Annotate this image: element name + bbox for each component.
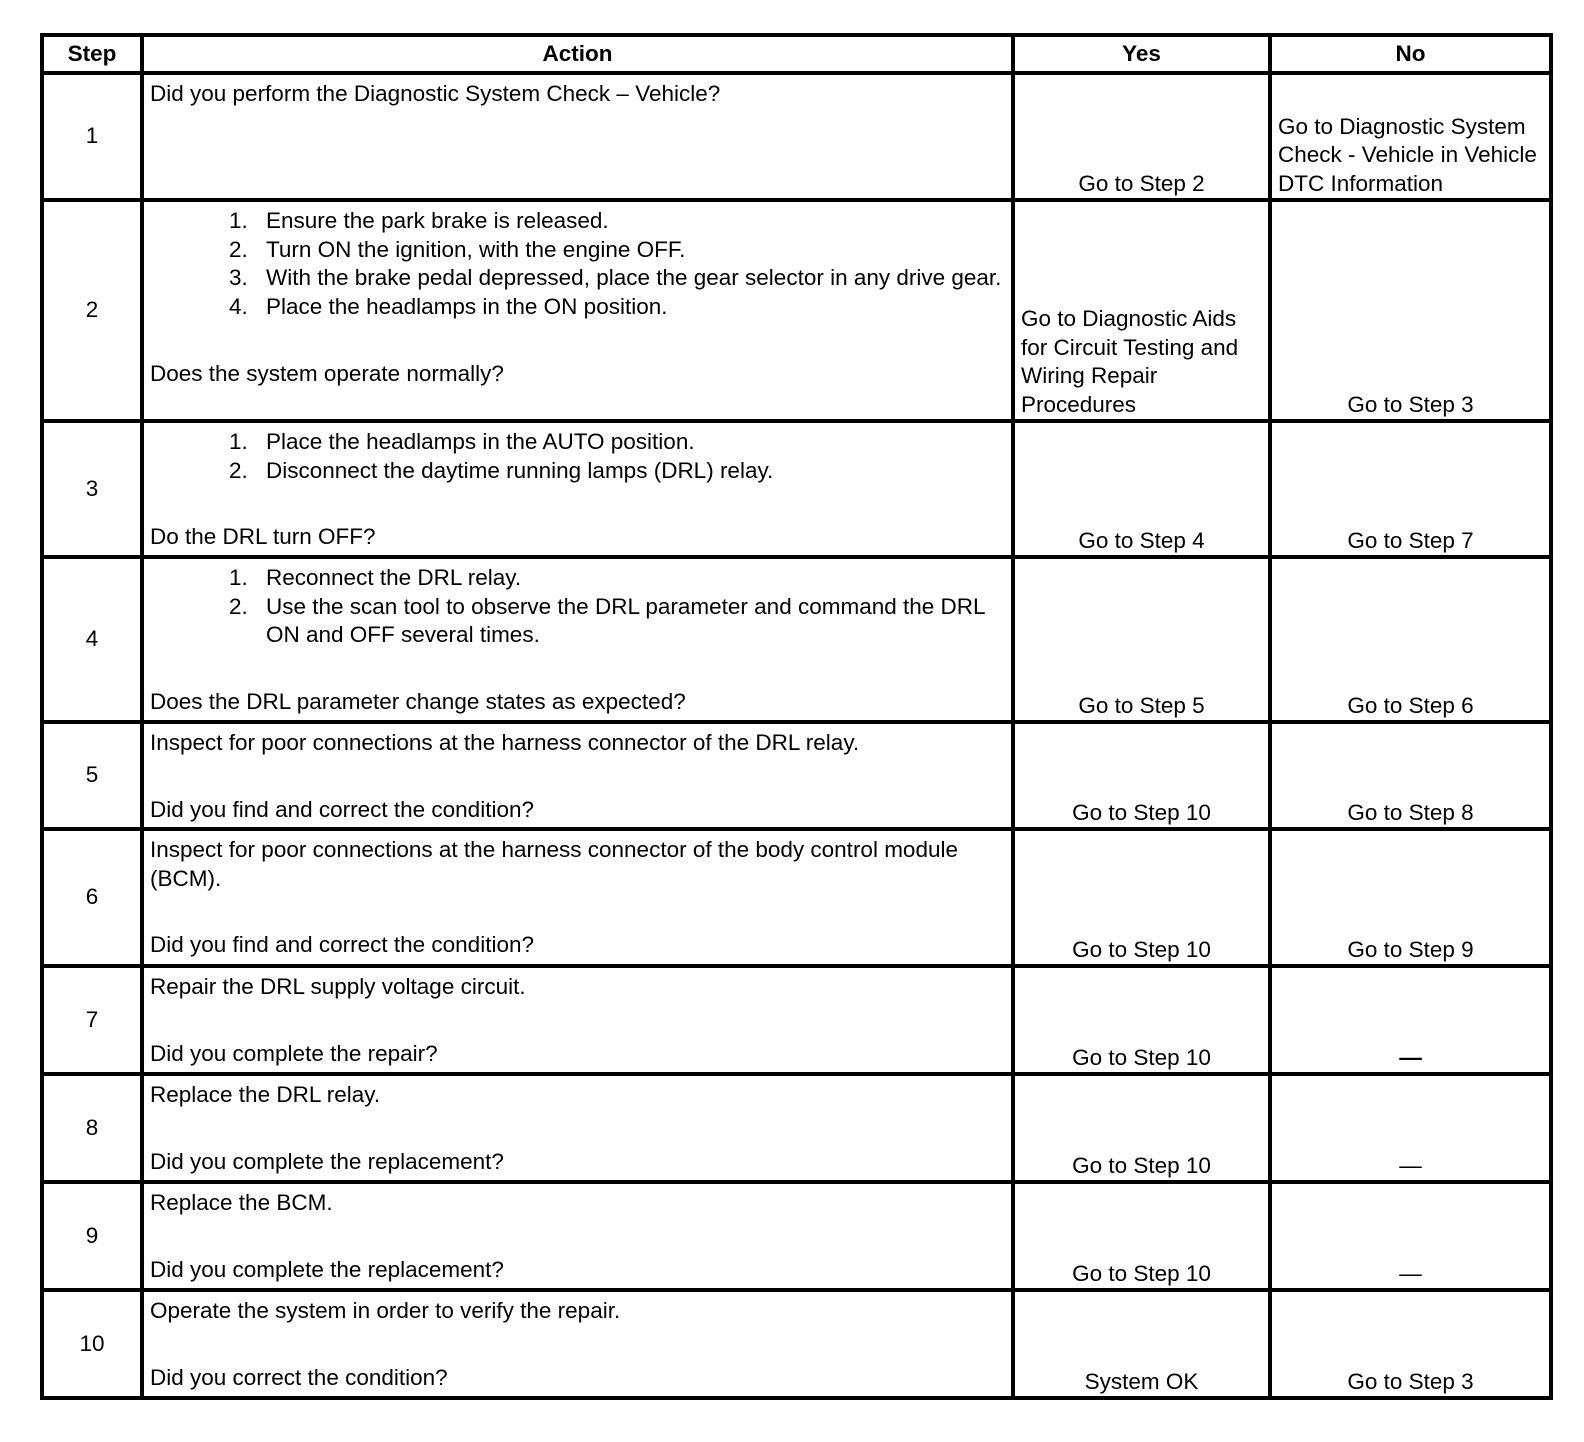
action-step-item: 2. Turn ON the ignition, with the engine OFF. (254, 236, 1005, 265)
action-cell (142, 1182, 1013, 1290)
table-row (42, 1290, 1551, 1398)
header-action: Action (142, 35, 1013, 73)
no-cell: — (1270, 966, 1551, 1074)
action-cell (142, 73, 1013, 200)
action-step-item: 1. Place the headlamps in the AUTO position. (254, 428, 1005, 457)
action-question: Did you find and correct the condition? (150, 932, 534, 957)
table-row (42, 421, 1551, 557)
header-row (42, 35, 1551, 73)
action-cell (142, 1290, 1013, 1398)
action-step-item: 4. Place the headlamps in the ON position. (254, 293, 1005, 322)
step-number: 9 (42, 1182, 142, 1290)
no-cell: — (1270, 1182, 1551, 1290)
step-number: 7 (42, 966, 142, 1074)
action-step-item: 1. Reconnect the DRL relay. (254, 564, 1005, 593)
action-question: Did you find and correct the condition? (150, 796, 534, 822)
action-question: Do the DRL turn OFF? (150, 524, 376, 549)
no-cell: — (1270, 1074, 1551, 1182)
table-row (42, 966, 1551, 1074)
header-no: No (1270, 35, 1551, 73)
step-number: 6 (42, 829, 142, 966)
action-cell (142, 966, 1013, 1074)
no-cell: Go to Diagnostic System Check - Vehicle in Vehicle DTC Information (1270, 73, 1551, 200)
yes-cell: Go to Step 10 (1013, 1182, 1270, 1290)
action-text: Repair the DRL supply voltage circuit. (150, 974, 526, 999)
step-number: 4 (42, 557, 142, 722)
action-text: Replace the BCM. (150, 1190, 333, 1215)
action-text: Replace the DRL relay. (150, 1082, 381, 1107)
yes-cell: Go to Step 10 (1013, 829, 1270, 966)
table-row (42, 829, 1551, 966)
yes-cell: Go to Step 10 (1013, 1074, 1270, 1182)
action-steps (150, 207, 1005, 321)
action-steps (150, 564, 1005, 650)
action-step-item: 2. Use the scan tool to observe the DRL parameter and command the DRL ON and OFF several times. (254, 593, 1005, 650)
action-steps (150, 428, 1005, 485)
action-question: Did you complete the replacement? (150, 1256, 504, 1282)
table-row (42, 1074, 1551, 1182)
no-cell: Go to Step 6 (1270, 557, 1551, 722)
action-text: Inspect for poor connections at the harness connector of the DRL relay. (150, 730, 860, 755)
action-text: Inspect for poor connections at the harness connector of the body control module (BCM). (150, 837, 958, 891)
action-text: Operate the system in order to verify the repair. (150, 1298, 621, 1323)
action-cell (142, 722, 1013, 829)
action-step-item: 2. Disconnect the daytime running lamps (DRL) relay. (254, 457, 1005, 486)
action-question: Does the DRL parameter change states as expected? (150, 688, 686, 714)
step-number: 8 (42, 1074, 142, 1182)
action-cell (142, 200, 1013, 421)
table-row (42, 1182, 1551, 1290)
step-number: 1 (42, 73, 142, 200)
yes-cell: Go to Step 2 (1013, 73, 1270, 200)
action-question: Did you complete the repair? (150, 1040, 438, 1066)
header-step: Step (42, 35, 142, 73)
action-step-item: 3. With the brake pedal depressed, place the gear selector in any drive gear. (254, 264, 1005, 293)
diagnostic-table (40, 33, 1553, 1400)
table-row (42, 557, 1551, 722)
no-cell: Go to Step 7 (1270, 421, 1551, 557)
no-cell: Go to Step 3 (1270, 1290, 1551, 1398)
no-cell: Go to Step 9 (1270, 829, 1551, 966)
action-cell (142, 557, 1013, 722)
action-cell (142, 421, 1013, 557)
action-text: Did you perform the Diagnostic System Check – Vehicle? (150, 81, 721, 106)
table-row (42, 73, 1551, 200)
yes-cell: Go to Step 4 (1013, 421, 1270, 557)
yes-cell: System OK (1013, 1290, 1270, 1398)
table-row (42, 722, 1551, 829)
action-question: Did you complete the replacement? (150, 1148, 504, 1174)
action-cell (142, 829, 1013, 966)
action-question: Does the system operate normally? (150, 361, 504, 386)
yes-cell: Go to Step 10 (1013, 966, 1270, 1074)
header-yes: Yes (1013, 35, 1270, 73)
yes-cell: Go to Diagnostic Aids for Circuit Testing and Wiring Repair Procedures (1013, 200, 1270, 421)
action-question: Did you correct the condition? (150, 1364, 448, 1390)
step-number: 5 (42, 722, 142, 829)
yes-cell: Go to Step 5 (1013, 557, 1270, 722)
no-cell: Go to Step 3 (1270, 200, 1551, 421)
no-cell: Go to Step 8 (1270, 722, 1551, 829)
action-cell (142, 1074, 1013, 1182)
step-number: 3 (42, 421, 142, 557)
step-number: 2 (42, 200, 142, 421)
step-number: 10 (42, 1290, 142, 1398)
action-step-item: 1. Ensure the park brake is released. (254, 207, 1005, 236)
table-row (42, 200, 1551, 421)
yes-cell: Go to Step 10 (1013, 722, 1270, 829)
